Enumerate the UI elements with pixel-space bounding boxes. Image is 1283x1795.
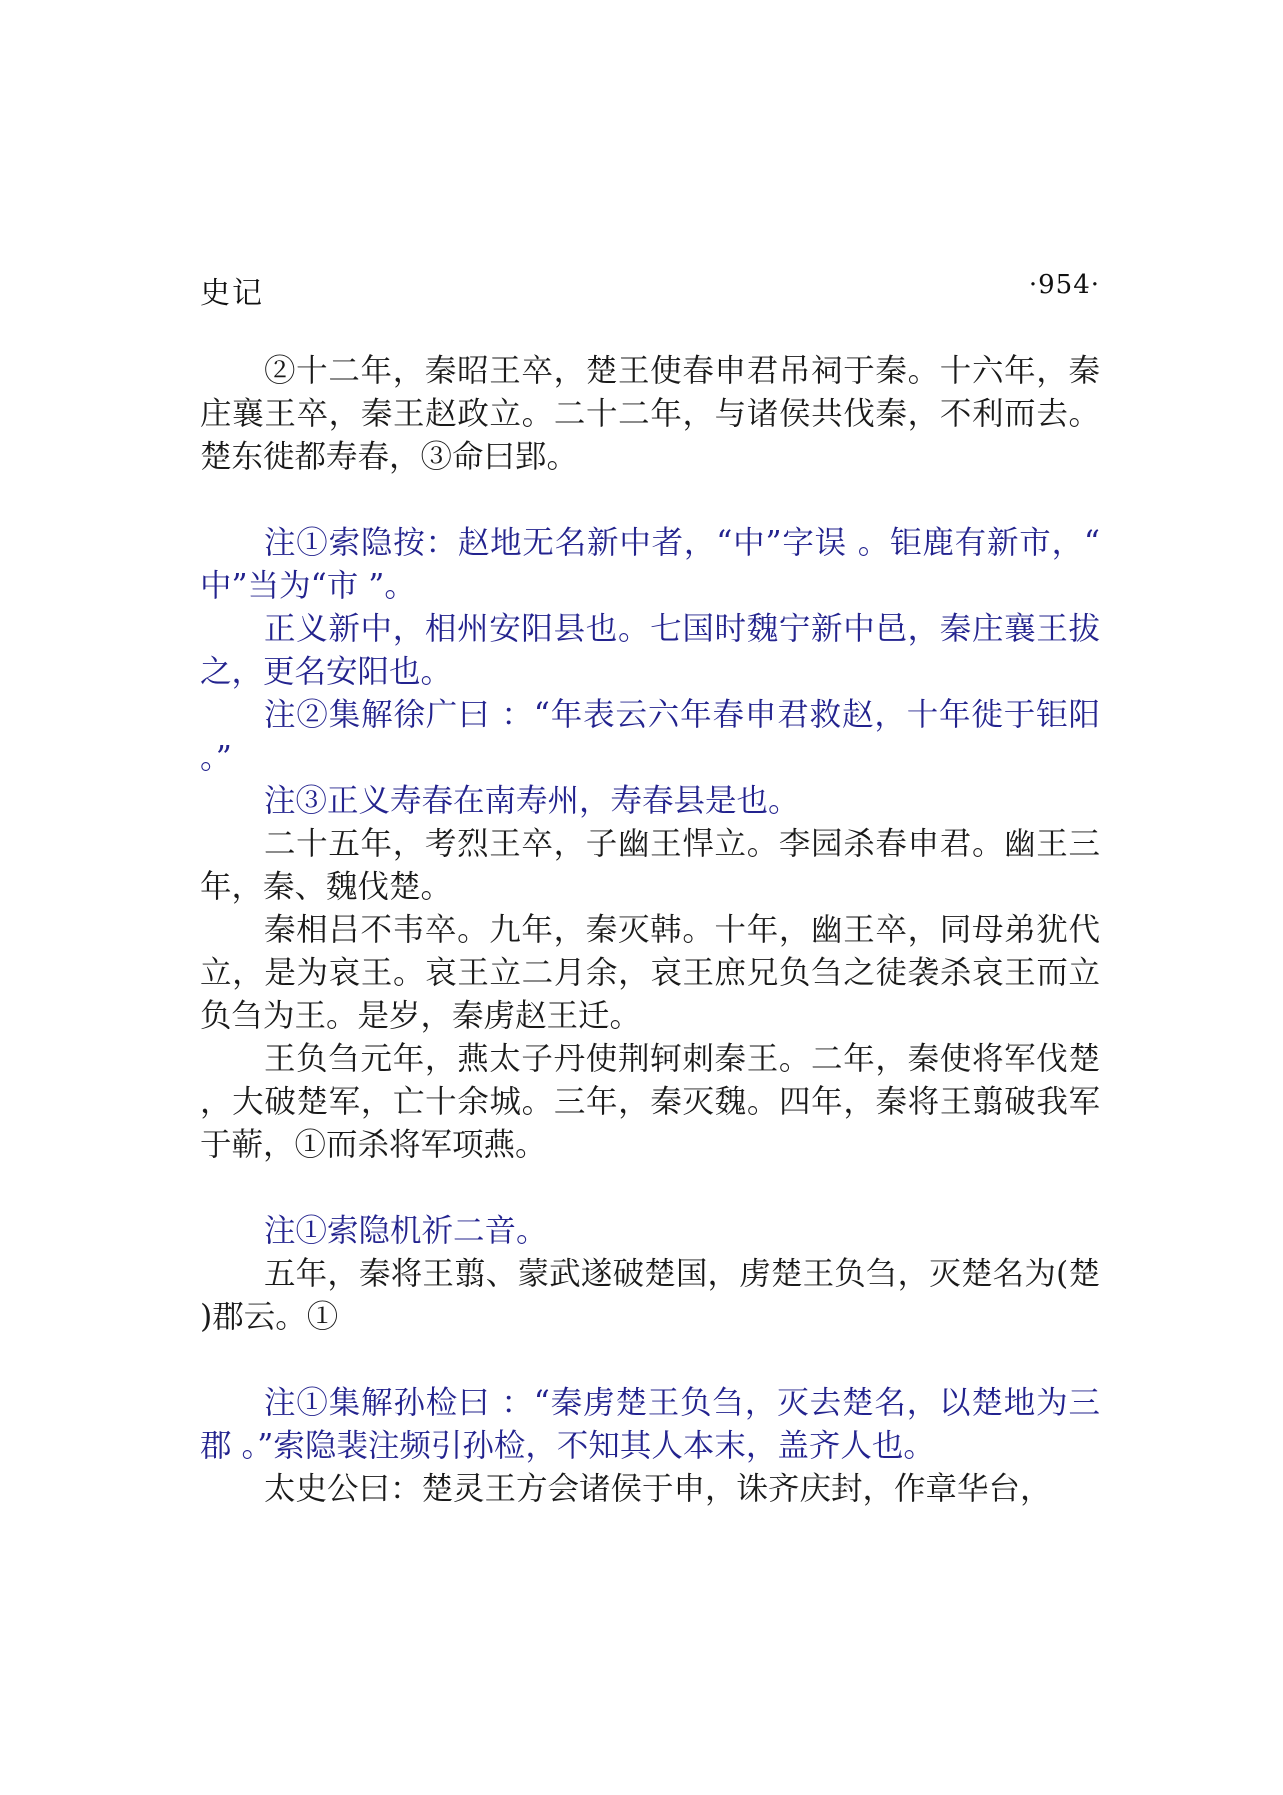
paragraph: 五年，秦将王翦、蒙武遂破楚国，虏楚王负刍，灭楚名为(楚)郡云。① — [200, 1256, 1100, 1335]
annotation-paragraph: 注①索隐按：赵地无名新中者，“中”字误 。钜鹿有新市，“中”当为“市 ”。 — [200, 525, 1100, 604]
annotation-paragraph: 注①索隐机祈二音。 — [264, 1213, 548, 1249]
page-body — [200, 350, 1100, 1511]
annotation-paragraph: 正义新中，相州安阳县也。七国时魏宁新中邑，秦庄襄王拔之，更名安阳也。 — [200, 611, 1100, 690]
paragraph: 二十五年，考烈王卒，子幽王悍立。李园杀春申君。幽王三年，秦、魏伐楚。 — [200, 826, 1100, 905]
page-number: ·954· — [1028, 270, 1100, 300]
annotation-paragraph: 注②集解徐广曰 ：“年表云六年春申君救赵，十年徙于钜阳 。” — [200, 697, 1100, 776]
paragraph: 秦相吕不韦卒。九年，秦灭韩。十年，幽王卒，同母弟犹代立，是为哀王。哀王立二月余，哀王庶兄负刍之徒袭杀哀王而立负刍为王。是岁，秦虏赵王迁。 — [200, 912, 1100, 1034]
annotation-paragraph: 注①集解孙检曰 ：“秦虏楚王负刍，灭去楚名，以楚地为三郡 。”索隐裴注频引孙检，不知其人本末，盖齐人也。 — [200, 1385, 1100, 1464]
page-header — [200, 268, 1100, 311]
book-title: 史记 — [200, 276, 264, 311]
paragraph: 太史公曰：楚灵王方会诸侯于申，诛齐庆封，作章华台， — [264, 1471, 1052, 1507]
annotation-paragraph: 注③正义寿春在南寿州，寿春县是也。 — [264, 783, 800, 819]
paragraph: ②十二年，秦昭王卒，楚王使春申君吊祠于秦。十六年，秦庄襄王卒，秦王赵政立。二十二年，与诸侯共伐秦，不利而去。楚东徙都寿春，③命曰郢。 — [200, 353, 1100, 475]
paragraph: 王负刍元年，燕太子丹使荆轲刺秦王。二年，秦使将军伐楚，大破楚军，亡十余城。三年，秦灭魏。四年，秦将王翦破我军于蕲，①而杀将军项燕。 — [200, 1041, 1100, 1163]
